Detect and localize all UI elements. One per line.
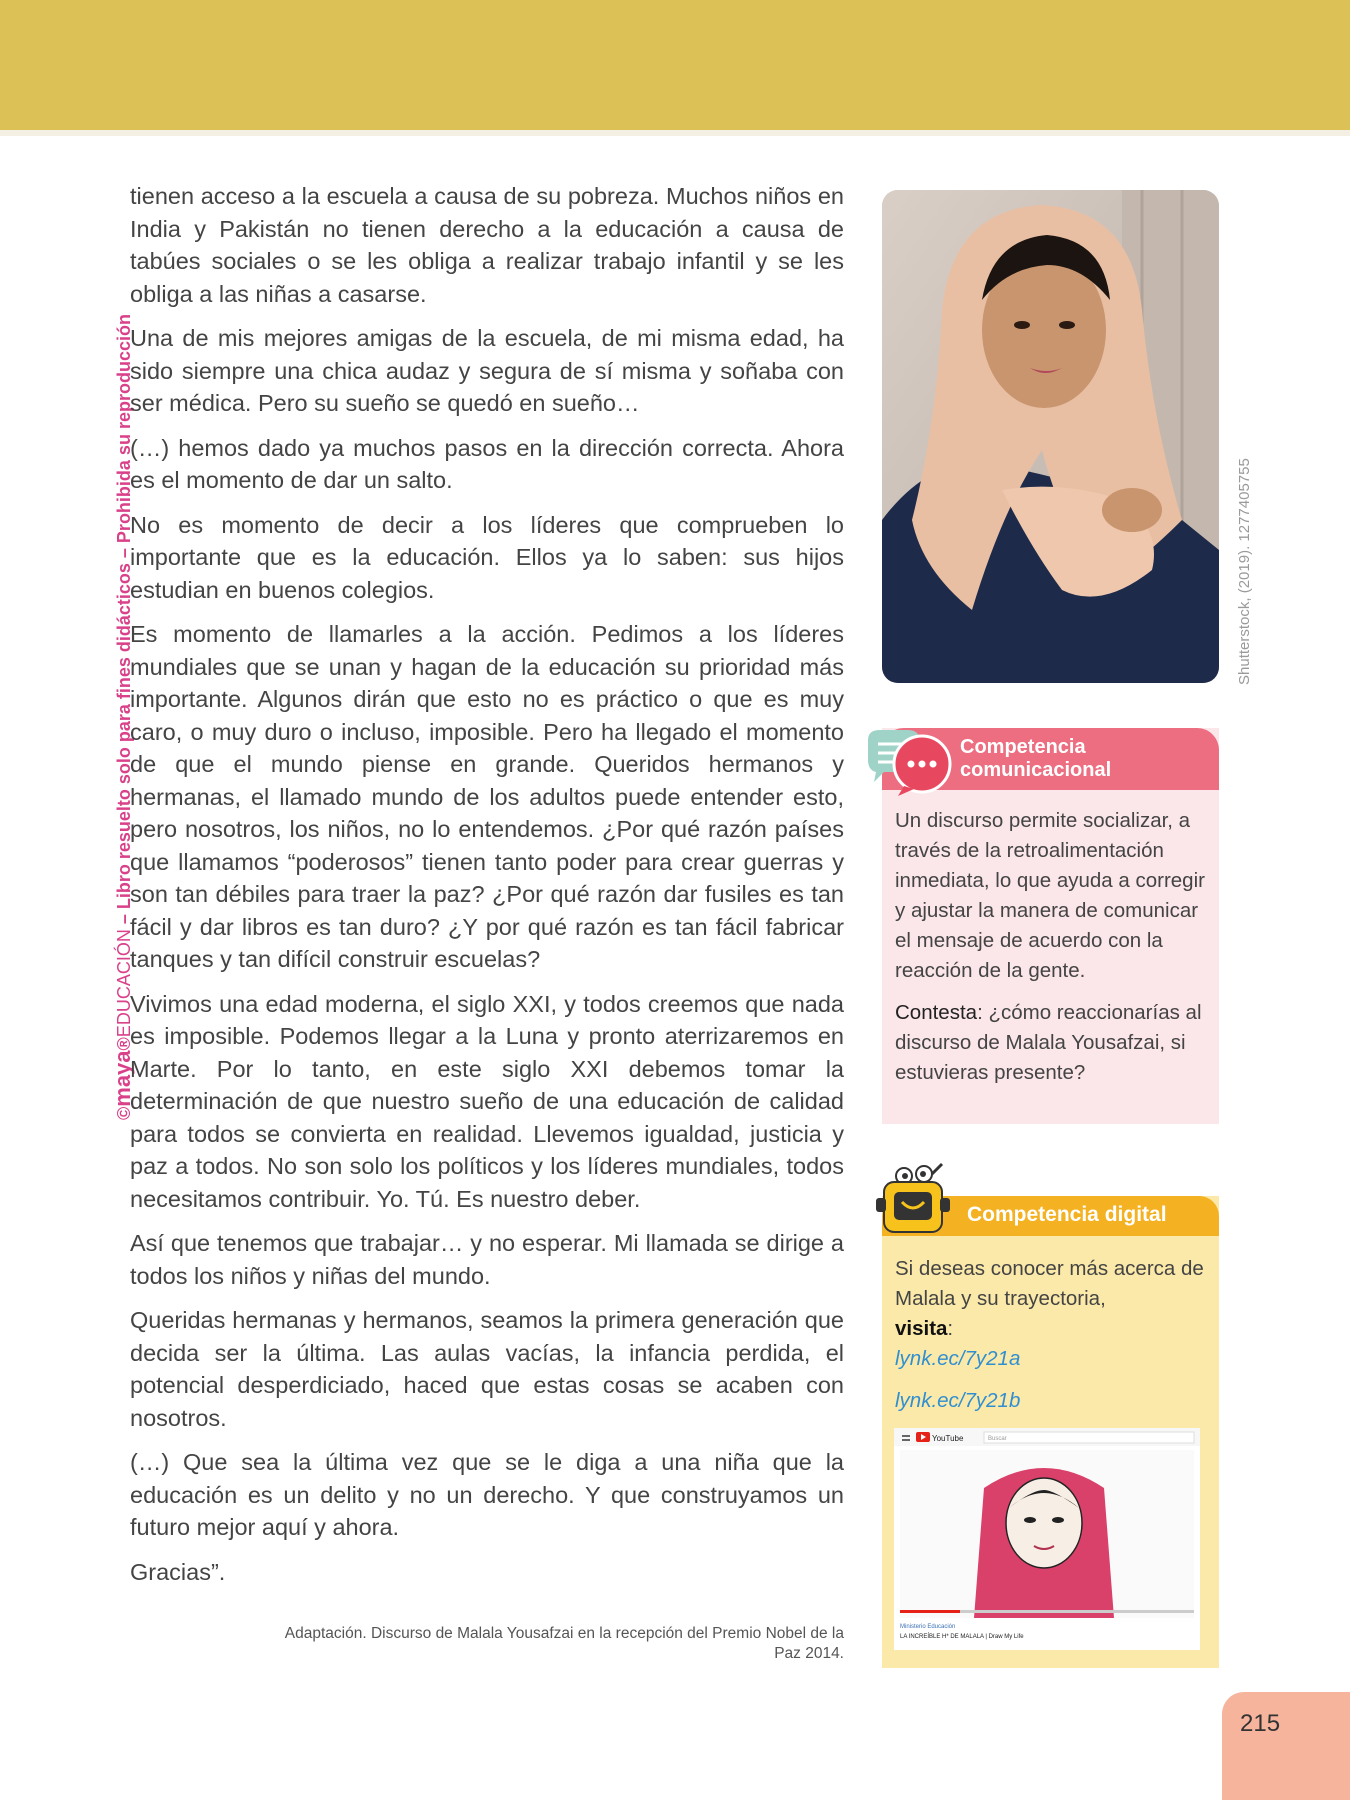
paragraph: No es momento de decir a los líderes que comprueben lo importante que es la educación. Ellos ya lo saben: sus hijos estudian en buenos colegios. <box>130 511 844 603</box>
watermark-text: – Libro resuelto solo para fines didácticos – Prohibida su reproducción <box>114 314 134 930</box>
paragraph: (…) hemos dado ya muchos pasos en la dirección correcta. Ahora es el momento de dar un salto. <box>130 434 844 493</box>
comunicacional-body <box>895 806 1210 1100</box>
comunicacional-header <box>882 728 1219 790</box>
copyright-mark: © <box>114 1106 134 1120</box>
digital-visit <box>895 1314 1210 1344</box>
speech-text <box>130 180 844 1600</box>
robot-icon <box>874 1160 964 1244</box>
comunicacional-title-line1: Competencia <box>960 736 1086 758</box>
hamburger-icon <box>902 1435 910 1437</box>
portrait-illustration <box>882 190 1219 683</box>
paragraph: Una de mis mejores amigas de la escuela, de mi misma edad, ha sido siempre una chica audaz y segura de sí misma y soñaba con ser médica. Pero su sueño se quedó en sueño… <box>130 325 844 416</box>
registered-mark: ® <box>114 1037 134 1051</box>
digital-body <box>895 1254 1210 1416</box>
paragraph: (…) Que sea la última vez que se le diga a una niña que la educación es un delito y no un derecho. Y que construyamos un futuro mejor aquí y ahora. <box>130 1449 844 1540</box>
link-1[interactable]: lynk.ec/7y21a <box>895 1347 1021 1370</box>
comunicacional-question <box>895 998 1210 1088</box>
video-thumbnail[interactable] <box>894 1428 1200 1650</box>
link-2[interactable]: lynk.ec/7y21b <box>895 1389 1021 1412</box>
page-number: 215 <box>1240 1710 1281 1737</box>
question-label: Contesta <box>895 1001 978 1024</box>
photo-credit: Shutterstock, (2019). 1277405755 <box>1236 458 1253 685</box>
page-number-tab <box>1222 1692 1350 1800</box>
video-site: YouTube <box>932 1434 964 1443</box>
paragraph: tienen acceso a la escuela a causa de su pobreza. Muchos niños en India y Pakistán no tienen derecho a la educación a causa de tabúes sociales o se les obliga a realizar trabajo infantil y se les obliga a las niñas a casarse. <box>130 183 844 307</box>
video-channel: Ministerio Educación <box>900 1624 956 1630</box>
visit-colon: : <box>947 1317 954 1340</box>
comunicacional-paragraph: Un discurso permite socializar, a través de la retroalimentación inmediata, lo que ayuda a corregir y ajustar la manera de comunicar el mensaje de acuerdo con la reacción de la gente. <box>895 809 1205 982</box>
video-title: LA INCREÍBLE H* DE MALALA | Draw My Life <box>900 1634 1024 1640</box>
video-illustration <box>894 1428 1200 1650</box>
portrait-photo <box>882 190 1219 683</box>
paragraph: Así que tenemos que trabajar… y no esperar. Mi llamada se dirige a todos los niños y niñas del mundo. <box>130 1230 844 1289</box>
digital-paragraph: Si deseas conocer más acerca de Malala y su trayectoria, <box>895 1257 1204 1310</box>
competencia-comunicacional-box <box>882 728 1219 1124</box>
competencia-digital-box <box>882 1196 1219 1668</box>
source-caption: Adaptación. Discurso de Malala Yousafzai en la recepción del Premio Nobel de la Paz 2014. <box>284 1625 844 1662</box>
top-color-band <box>0 0 1350 130</box>
digital-header <box>882 1196 1219 1236</box>
speech-bubble-icon <box>864 726 956 800</box>
visit-label: visita <box>895 1317 948 1340</box>
top-divider <box>0 130 1350 136</box>
video-search: Buscar <box>988 1436 1007 1442</box>
comunicacional-title <box>960 736 1111 782</box>
brand-edu: EDUCACIÓN <box>114 929 134 1038</box>
comunicacional-title-line2: comunicacional <box>960 759 1112 781</box>
brand-name: maya <box>110 1050 135 1107</box>
paragraph-closing: Gracias”. <box>130 1558 226 1585</box>
digital-title: Competencia digital <box>967 1203 1167 1226</box>
question-text: : ¿cómo reaccionarías al discurso de Malala Yousafzai, si estuvieras presente? <box>895 1001 1202 1084</box>
paragraph: Queridas hermanas y hermanos, seamos la primera generación que decida ser la última. Las aulas vacías, la infancia perdida, el potencial desperdiciado, haced que estas cosas se acaben con nosotros. <box>130 1307 844 1431</box>
paragraph: Vivimos una edad moderna, el siglo XXI, y todos creemos que nada es imposible. Podemos llegar a la Luna y pronto aterrizaremos en Marte. Por lo tanto, en este siglo XXI debemos tomar la determinación de que nuestro sueño de una educación de calidad para todos se convierta en realidad. Llevemos igualdad, justicia y paz a todos. No son solo los políticos y los líderes mundiales, todos necesitamos contribuir. Yo. Tú. Es nuestro deber. <box>130 990 844 1212</box>
paragraph: Es momento de llamarles a la acción. Pedimos a los líderes mundiales que se unan y hagan de la educación su prioridad más importante. Algunos dirán que esto no es práctico o que es muy caro, o muy duro o incluso, imposible. Pero ha llegado el momento de que el mundo piense en grande. Queridos hermanos y hermanas, el llamado mundo de los adultos puede entender esto, pero nosotros, los niños, no lo entendemos. ¿Por qué razón países que llamamos “poderosos” tienen tanto poder para crear guerras y son tan débiles para traer la paz? ¿Por qué razón dar fusiles es tan fácil y dar libros es tan duro? ¿Y por qué razón es tan fácil fabricar tanques y tan difícil construir escuelas? <box>130 621 844 972</box>
